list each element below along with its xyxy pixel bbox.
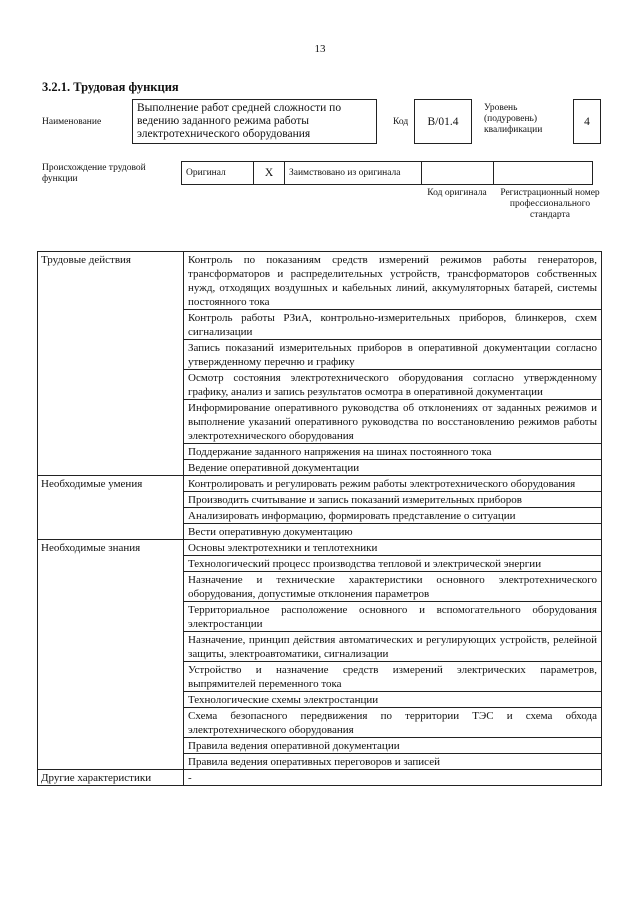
table-cell: Информирование оперативного руководства об отклонениях от заданных режимов и выполнение указаний оперативного руководства по восстановлению режимов работы электротехнического оборудования bbox=[184, 400, 602, 444]
level-label: Уровень (подуровень) квалификации bbox=[484, 103, 543, 135]
origin-label: Происхождение трудовой функции bbox=[42, 163, 146, 184]
page-number: 13 bbox=[314, 43, 326, 55]
table-cell: Ведение оперативной документации bbox=[184, 460, 602, 476]
table-cell: Правила ведения оперативной документации bbox=[184, 738, 602, 754]
table-cell: Запись показаний измерительных приборов в оперативной документации согласно утвержденному перечню и графику bbox=[184, 340, 602, 370]
origin-table bbox=[181, 161, 593, 185]
table-row bbox=[38, 540, 602, 556]
section-title: 3.2.1. Трудовая функция bbox=[42, 80, 179, 94]
table-cell: Основы электротехники и теплотехники bbox=[184, 540, 602, 556]
name-label: Наименование bbox=[42, 117, 102, 127]
table-cell: Анализировать информацию, формировать представление о ситуации bbox=[184, 508, 602, 524]
table-row bbox=[38, 770, 602, 786]
function-name: Выполнение работ средней сложности по ведению заданного режима работы электротехнического оборудования bbox=[132, 99, 377, 144]
function-table bbox=[37, 251, 602, 786]
table-cell: Контроль работы РЗиА, контрольно-измерительных приборов, блинкеров, схем сигнализации bbox=[184, 310, 602, 340]
section-title-knowledge: Необходимые знания bbox=[38, 540, 184, 770]
table-row bbox=[38, 252, 602, 310]
section-title-skills: Необходимые умения bbox=[38, 476, 184, 540]
original-label: Оригинал bbox=[182, 162, 254, 185]
table-cell: Производить считывание и запись показаний измерительных приборов bbox=[184, 492, 602, 508]
table-cell: Вести оперативную документацию bbox=[184, 524, 602, 540]
table-cell: Назначение и технические характеристики основного электротехнического оборудования, допустимые отклонения параметров bbox=[184, 572, 602, 602]
table-cell: - bbox=[184, 770, 602, 786]
original-code-caption: Код оригинала bbox=[427, 188, 487, 198]
borrowed-label: Заимствовано из оригинала bbox=[285, 162, 422, 185]
table-cell: Назначение, принцип действия автоматических и регулирующих устройств, релейной защиты, электроавтоматики, сигнализации bbox=[184, 632, 602, 662]
table-cell: Территориальное расположение основного и вспомогательного оборудования электростанции bbox=[184, 602, 602, 632]
function-code: В/01.4 bbox=[414, 99, 472, 144]
section-title-labor-actions: Трудовые действия bbox=[38, 252, 184, 476]
table-row bbox=[38, 476, 602, 492]
original-mark: X bbox=[254, 162, 285, 185]
qualification-level: 4 bbox=[573, 99, 601, 144]
original-code-cell bbox=[422, 162, 494, 185]
reg-number-caption: Регистрационный номер профессионального стандарта bbox=[500, 188, 600, 220]
table-cell: Технологические схемы электростанции bbox=[184, 692, 602, 708]
table-cell: Контролировать и регулировать режим работы электротехнического оборудования bbox=[184, 476, 602, 492]
table-cell: Правила ведения оперативных переговоров и записей bbox=[184, 754, 602, 770]
table-cell: Устройство и назначение средств измерений электрических параметров, выпрямителей переменного тока bbox=[184, 662, 602, 692]
table-cell: Технологический процесс производства тепловой и электрической энергии bbox=[184, 556, 602, 572]
code-label: Код bbox=[393, 117, 409, 127]
table-cell: Осмотр состояния электротехнического оборудования согласно утвержденному графику, анализ и запись результатов осмотра в оперативной документации bbox=[184, 370, 602, 400]
table-cell: Схема безопасного передвижения по территории ТЭС и схема обхода электротехнического оборудования bbox=[184, 708, 602, 738]
section-title-other: Другие характеристики bbox=[38, 770, 184, 786]
table-cell: Контроль по показаниям средств измерений режимов работы генераторов, трансформаторов и распределительных устройств, трансформаторов собственных нужд, отходящих воздушных и кабельных линий, аккумуляторных батарей, системы постоянного тока bbox=[184, 252, 602, 310]
reg-number-cell bbox=[494, 162, 593, 185]
table-cell: Поддержание заданного напряжения на шинах постоянного тока bbox=[184, 444, 602, 460]
